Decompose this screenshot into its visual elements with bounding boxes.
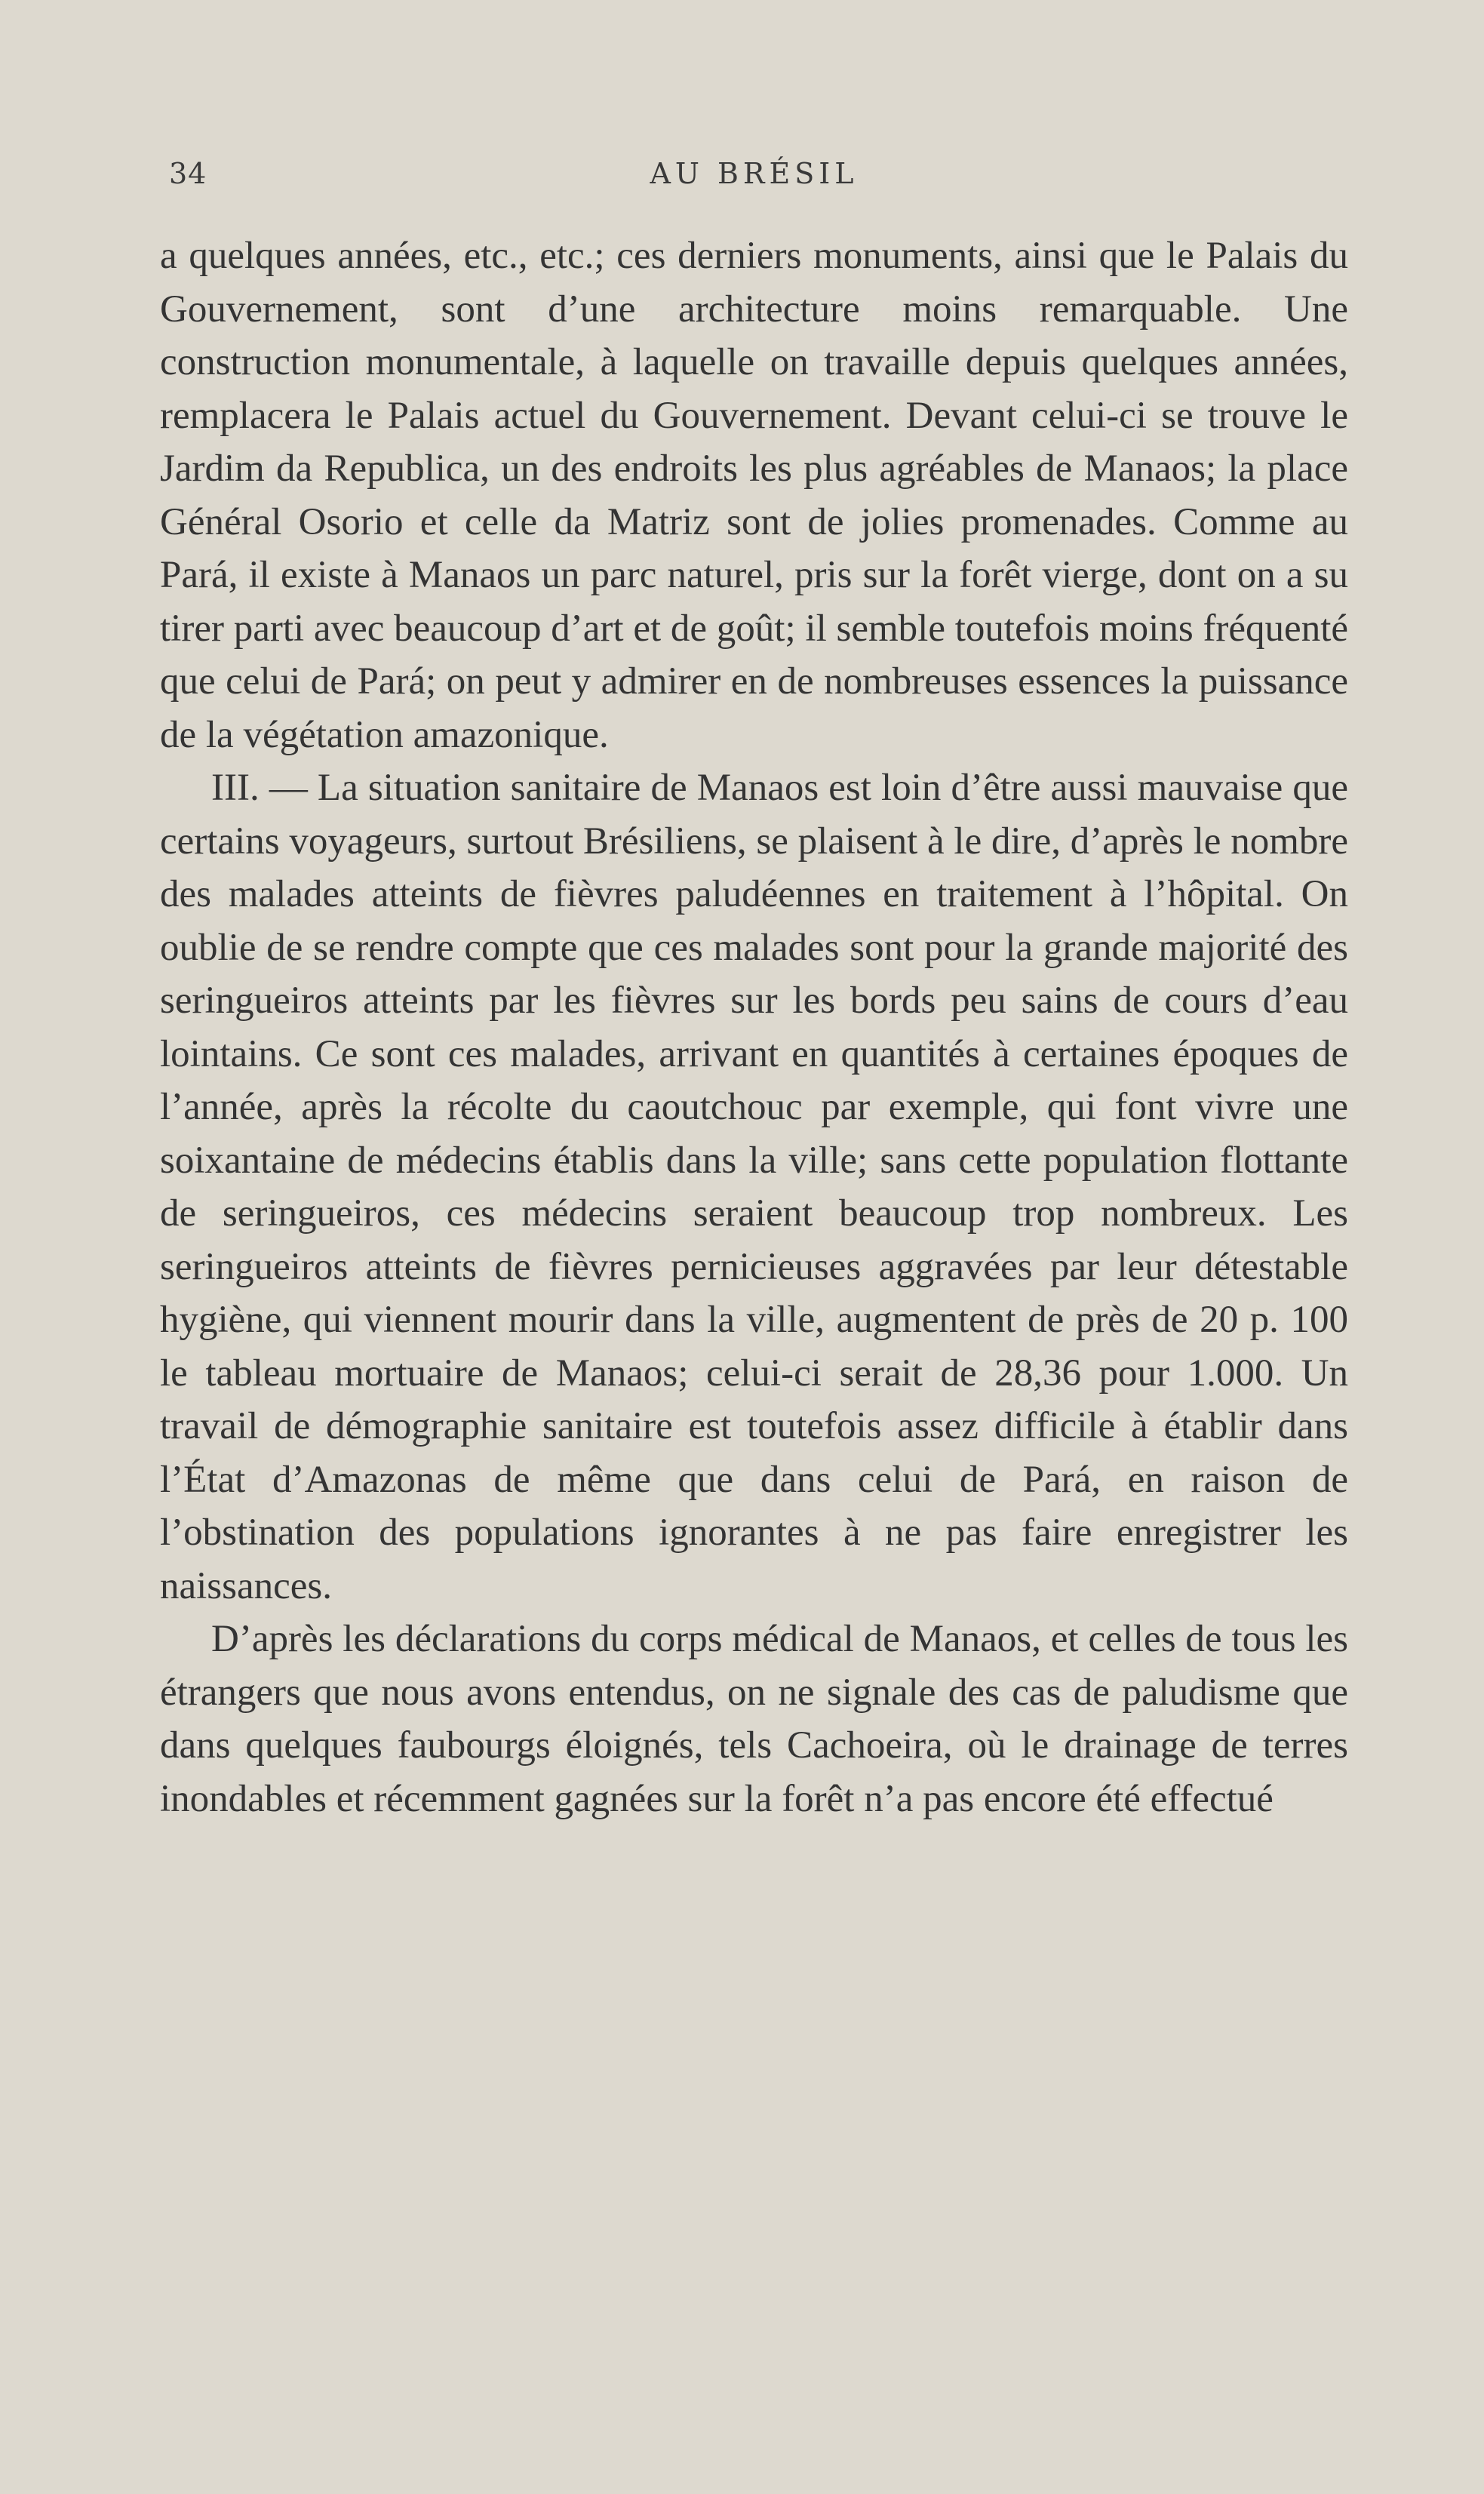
running-title: AU BRÉSIL	[650, 157, 859, 190]
paragraph-1: a quelques années, etc., etc.; ces derniers monuments, ainsi que le Palais du Gouvernement, sont d’une architecture moins remarquable. Une construction monumentale, à laquelle on travaille depuis quelques années, remplacera le Palais actuel du Gouvernement. Devant celui-ci se trouve le Jardim da Republica, un des endroits les plus agréables de Manaos; la place Général Osorio et celle da Matriz sont de jolies promenades. Comme au Pará, il existe à Manaos un parc naturel, pris sur la forêt vierge, dont on a su tirer parti avec beaucoup d’art et de goût; il semble toutefois moins fréquenté que celui de Pará; on peut y admirer en de nombreuses essences la puissance de la végétation amazonique.	[160, 235, 1348, 756]
page-number: 34	[169, 157, 207, 190]
paragraph-2: III. — La situation sanitaire de Manaos est loin d’être aussi mauvaise que certains voyageurs, surtout Brésiliens, se plaisent à le dire, d’après le nombre des malades atteints de fièvres paludéennes en traitement à l’hôpital. On oublie de se rendre compte que ces malades sont pour la grande majorité des seringueiros atteints par les fièvres sur les bords peu sains de cours d’eau lointains. Ce sont ces malades, arrivant en quantités à certaines époques de l’année, après la récolte du caoutchouc par exemple, qui font vivre une soixantaine de médecins établis dans la ville; sans cette population flottante de seringueiros, ces médecins seraient beaucoup trop nombreux. Les seringueiros atteints de fièvres pernicieuses aggravées par leur détestable hygiène, qui viennent mourir dans la ville, augmentent de près de 20 p. 100 le tableau mortuaire de Manaos; celui-ci serait de 28,36 pour 1.000. Un travail de démographie sanitaire est toutefois assez difficile à établir dans l’État d’Amazonas de même que dans celui de Pará, en raison de l’obstination des populations ignorantes à ne pas faire enregistrer les naissances.	[160, 767, 1348, 1607]
paragraph-3: D’après les déclarations du corps médical de Manaos, et celles de tous les étrangers que nous avons entendus, on ne signale des cas de paludisme que dans quelques faubourgs éloignés, tels Cachoeira, où le drainage de terres inondables et récemment gagnées sur la forêt n’a pas encore été effectué	[160, 1618, 1348, 1820]
body-text	[160, 229, 1348, 1825]
page-header	[160, 151, 1348, 204]
